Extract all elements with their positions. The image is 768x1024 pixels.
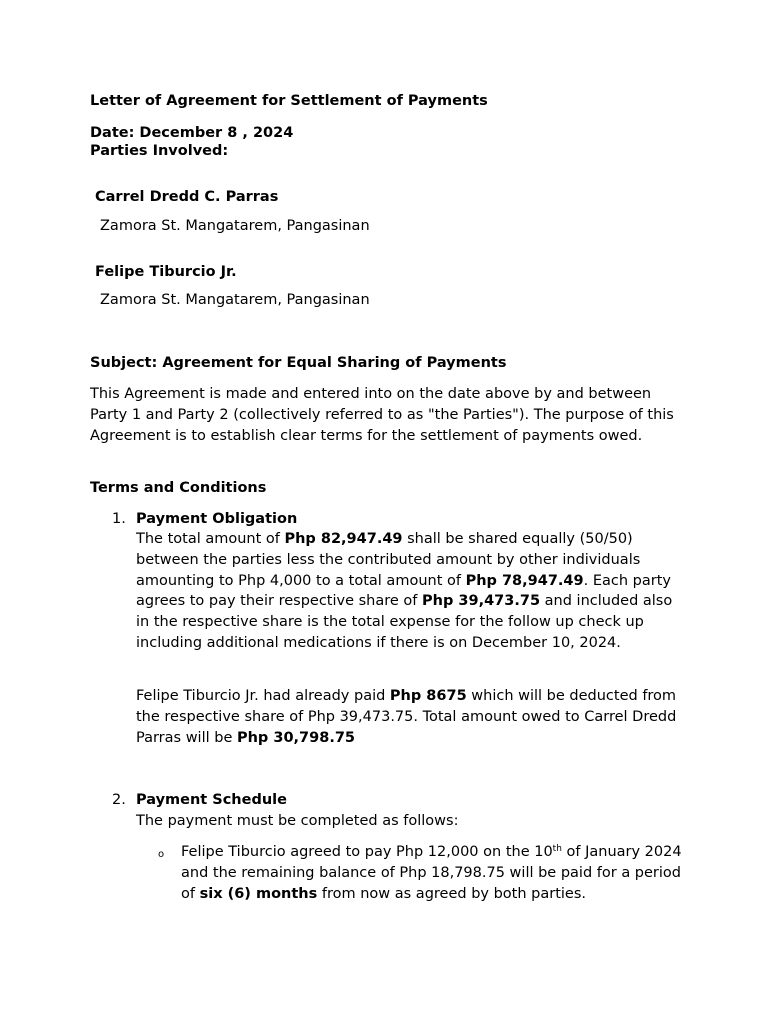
six-months-text: six (6) months [199,885,318,902]
term-2-heading: Payment Schedule [136,792,287,808]
party2-address: Zamora St. Mangatarem, Pangasinan [100,292,370,308]
term-2-intro: The payment must be completed as follows: [136,813,459,829]
schedule-bullet-text: Felipe Tiburcio agreed to pay Php 12,000 on the 10th of January 2024 and the remaining balance of Php 18,798.75 will be paid for a period of six (6) months from now as agreed by both parties. [181,844,682,902]
intro-paragraph: This Agreement is made and entered into on the date above by and between Party 1 and Party 2 (collectively referred to as "the Parties"). The purpose of this Agreement is to establish clear terms for the settlement of payments owed. [90,386,674,444]
party1-name: Carrel Dredd C. Parras [95,189,279,205]
parties-heading: Parties Involved: [90,143,229,159]
term-1-paragraph-1: The total amount of Php 82,947.49 shall be shared equally (50/50) between the parties less the contributed amount by other individuals amounting to Php 4,000 to a total amount of Php 78,947.49. Each party agrees to pay their respective share of Php 39,473.75 and included also in the respective share is the total expense for the follow up check up including additional medications if there is on December 10, 2024. [136,531,673,651]
term-2-number: 2. [112,792,126,808]
party1-address: Zamora St. Mangatarem, Pangasinan [100,218,370,234]
terms-heading: Terms and Conditions [90,480,267,496]
date-line: Date: December 8 , 2024 [90,125,294,141]
share-amount: Php 39,473.75 [422,593,541,610]
owed-amount: Php 30,798.75 [236,729,356,746]
bullet-circle-icon: o [158,849,165,860]
term-1-paragraph-2: Felipe Tiburcio Jr. had already paid Php 8675 which will be deducted from the respective share of Php 39,473.75. Total amount owed to Carrel Dredd Parras will be Php 30,798.75 [136,688,677,746]
paid-amount: Php 8675 [389,688,467,704]
party2-name: Felipe Tiburcio Jr. [95,264,237,280]
subject-line: Subject: Agreement for Equal Sharing of Payments [90,355,507,371]
term-1-number: 1. [112,511,126,527]
net-amount: Php 78,947.49 [465,572,584,589]
document-title: Letter of Agreement for Settlement of Payments [90,93,488,109]
total-amount: Php 82,947.49 [284,531,403,547]
term-1-heading: Payment Obligation [136,511,298,527]
